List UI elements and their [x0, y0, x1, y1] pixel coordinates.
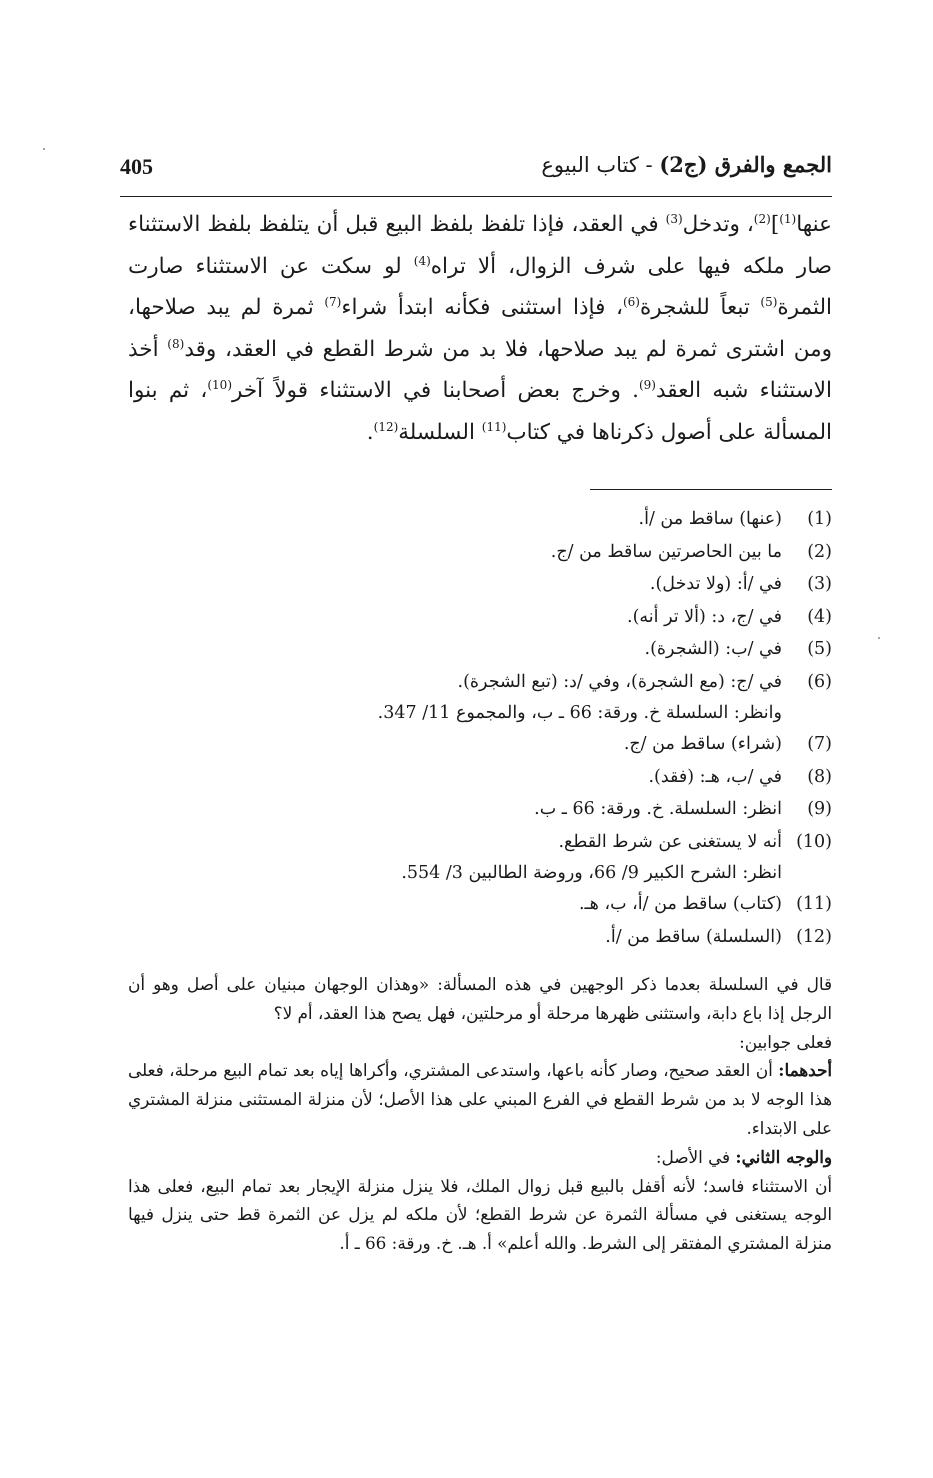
footnote-number: (6) [807, 671, 832, 692]
footnote-marker: (5) [760, 294, 778, 309]
main-text-run: ، وتدخل [682, 212, 754, 237]
scan-speck [43, 148, 45, 150]
footnote-text: أنه لا يستغنى عن شرط القطع. [558, 831, 782, 852]
footnote-item [300, 728, 832, 761]
footnote-item [300, 888, 832, 921]
running-title [541, 152, 832, 177]
main-text-run: في العقد، فإذا تلفظ بلفظ البيع قبل أن يتلفظ بلفظ الاستثناء صار ملكه فيها على شرف الزوال، ألا تراه [128, 212, 832, 279]
footnote-number: (7) [807, 734, 832, 754]
quote-text-second: في الأصل: [655, 1146, 736, 1167]
page-number: 405 [120, 154, 153, 179]
quote-label-second: والوجه الثاني: [735, 1146, 832, 1167]
quote-paragraph-2: فعلى جوابين: [739, 1031, 832, 1052]
footnote-text: في /ج: (مع الشجرة)، وفي /د: (تبع الشجرة). [457, 671, 782, 692]
footnote-item [300, 503, 832, 536]
main-text-run: ] [770, 212, 780, 237]
footnote-number: (9) [807, 799, 832, 819]
main-text-run: ، ثم بنوا المسألة على أصول ذكرناها في كتاب [128, 378, 832, 445]
footnote-continuation: وانظر: السلسلة خ. ورقة: 66 ـ ب، والمجموع 11/ 347. [377, 703, 782, 723]
page-header [120, 150, 832, 190]
footnote-number: (2) [807, 541, 832, 562]
footnote-number: (4) [807, 606, 832, 627]
footnote-text: (كتاب) ساقط من /أ، ب، هـ. [578, 894, 782, 914]
footnote-item [300, 536, 832, 569]
footnote-item [300, 826, 832, 859]
footnotes [300, 503, 832, 953]
footnote-text: انظر: السلسلة. خ. ورقة: 66 ـ ب. [534, 799, 782, 819]
main-text-run: ، فإذا استثنى فكأنه ابتدأ شراء [341, 295, 623, 320]
running-title-bold: الجمع والفرق (ج2) [659, 152, 832, 177]
footnote-marker: (9) [638, 377, 656, 392]
quote-paragraph-4 [128, 1143, 832, 1172]
main-text-run: أخذ الاستثناء شبه العقد [128, 336, 833, 403]
main-text-run: عنها [796, 212, 832, 237]
running-title-rest: - كتاب البيوع [541, 153, 660, 177]
footnote-item [300, 666, 832, 699]
footnote-text: (شراء) ساقط من /ج. [623, 734, 782, 754]
footnote-number: (12) [796, 926, 832, 947]
main-text-run: لو سكت عن الاستثناء صارت الثمرة [128, 253, 832, 320]
footnote-text: في /ج، د: (ألا تر أنه). [627, 606, 782, 627]
quote-paragraph-3 [128, 1056, 832, 1142]
footnote-separator [590, 489, 832, 490]
footnote-number: (5) [807, 639, 832, 659]
footnote-item [300, 601, 832, 634]
footnote-item [300, 793, 832, 826]
footnote-marker: (1) [779, 211, 797, 226]
main-text-run: ثمرة لم يبد صلاحها، ومن اشترى ثمرة لم يبد صلاحها، فلا بد من شرط القطع في العقد، وقد [128, 295, 832, 362]
quote-paragraph-1: قال في السلسلة بعدما ذكر الوجهين في هذه المسألة: «وهذان الوجهان مبنيان على أصل وهو أن الرجل إذا باع دابة، واستثنى ظهرها مرحلة أو مرحلتين، فهل يصح هذا العقد، أم لا؟ [128, 974, 832, 1023]
footnote-marker: (2) [753, 211, 771, 226]
footnote-text: (عنها) ساقط من /أ. [638, 509, 782, 529]
footnote-text: (السلسلة) ساقط من /أ. [605, 926, 782, 947]
quoted-commentary [128, 970, 832, 1258]
footnote-number: (10) [796, 831, 832, 852]
main-text-run: السلسلة [398, 419, 482, 445]
footnote-marker: (7) [324, 294, 342, 309]
footnote-item [300, 568, 832, 601]
footnote-number: (1) [807, 509, 832, 529]
main-text [128, 204, 832, 453]
footnote-text: ما بين الحاصرتين ساقط من /ج. [550, 541, 782, 562]
footnote-item [300, 761, 832, 794]
quote-label-first: أحدهما: [778, 1060, 832, 1081]
footnote-number: (3) [807, 574, 832, 594]
footnote-number: (11) [796, 894, 832, 914]
footnote-text: في /أ: (ولا تدخل). [649, 574, 782, 594]
main-text-run: . وخرج بعض أصحابنا في الاستثناء قولاً آخر [232, 378, 639, 403]
footnote-marker: (10) [207, 377, 233, 392]
footnote-item [300, 921, 832, 954]
footnote-text: في /ب، هـ: (فقد). [648, 766, 782, 787]
footnote-number: (8) [807, 766, 832, 787]
footnote-continuation: انظر: الشرح الكبير 9/ 66، وروضة الطالبين 3/ 554. [401, 863, 782, 883]
header-rule [120, 196, 832, 197]
scan-speck [878, 637, 880, 639]
quote-text-first: أن العقد صحيح، وصار كأنه باعها، واستدعى المشتري، وأكراها إياه بعد تمام البيع مرحلة، فعلى هذا الوجه لا بد من شرط القطع في الفرع المبني على هذا الأصل؛ لأن منزلة المستثنى منزلة المشتري على الابتداء. [128, 1060, 832, 1138]
footnote-marker: (4) [413, 253, 431, 268]
footnote-item [300, 633, 832, 666]
footnote-marker: (8) [167, 336, 185, 351]
footnote-marker: (3) [665, 211, 683, 226]
footnote-marker: (11) [481, 419, 507, 434]
footnote-marker: (12) [373, 419, 399, 434]
footnote-text: في /ب: (الشجرة). [644, 639, 782, 659]
footnote-marker: (6) [622, 294, 640, 309]
main-text-run: . [366, 419, 374, 445]
main-text-run: تبعاً للشجرة [639, 295, 761, 320]
quote-paragraph-5: أن الاستثناء فاسد؛ لأنه أقفل بالبيع قبل زوال الملك، فلا ينزل منزلة الإيجار بعد تمام البيع، فعلى هذا الوجه يستغنى في مسألة الثمرة عن شرط القطع؛ لأن ملكه لم يزل عن الثمرة قط حتى ينزل فيها منزلة المشتري المفتقر إلى الشرط. والله أعلم» أ. هـ. خ. ورقة: 66 ـ أ. [128, 1175, 832, 1254]
